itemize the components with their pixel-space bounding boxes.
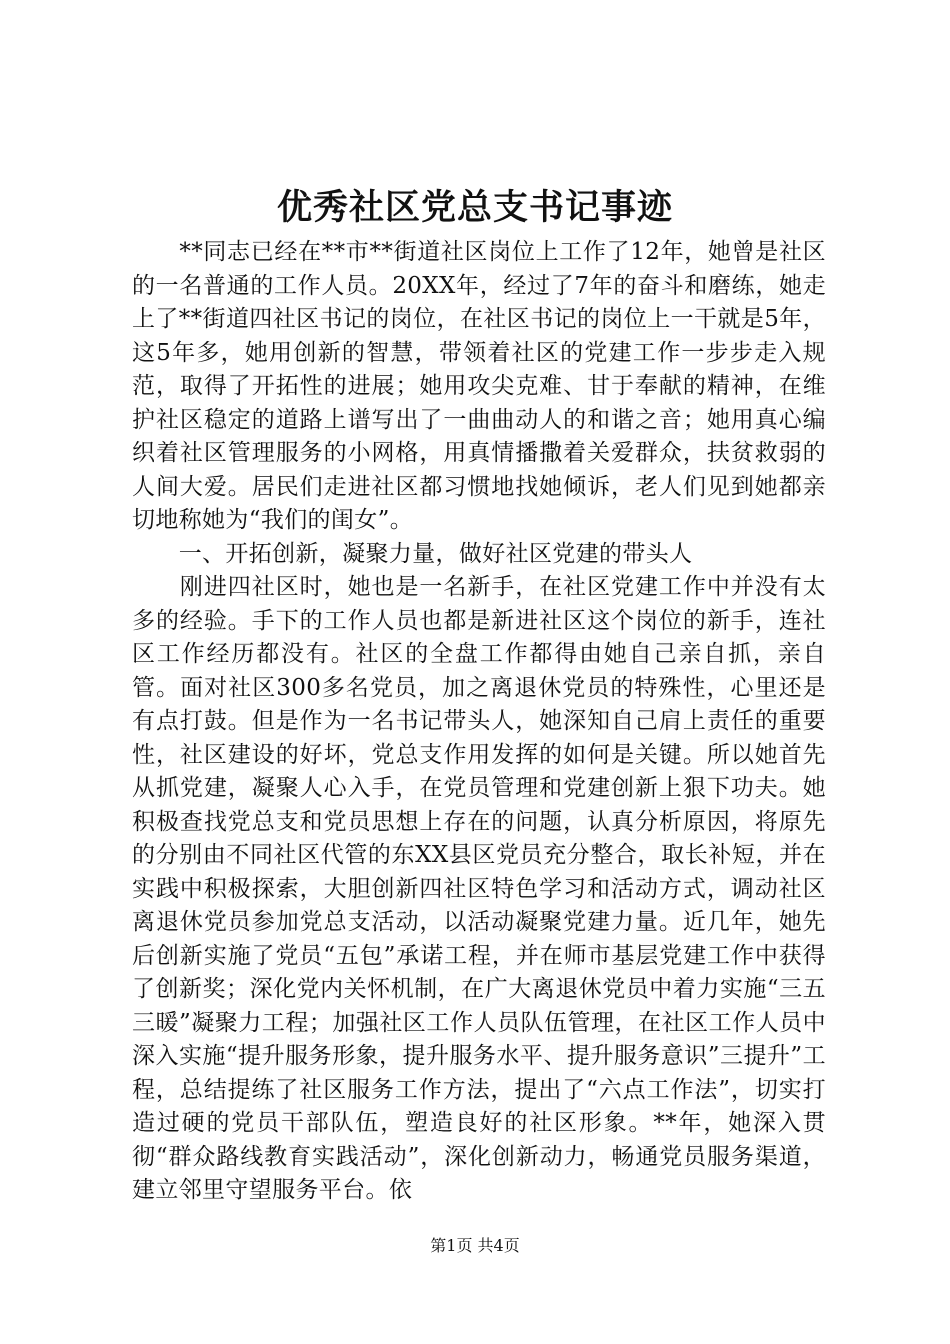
document-body <box>132 236 826 1208</box>
page-number-footer: 第1页 共4页 <box>430 1236 520 1255</box>
paragraph-intro: **同志已经在**市**街道社区岗位上工作了12年，她曾是社区的一名普通的工作人员。20XX年，经过了7年的奋斗和磨练，她走上了**街道四社区书记的岗位，在社区书记的岗位上一干就是5年，这5年多，她用创新的智慧，带领着社区的党建工作一步步走入规范，取得了开拓性的进展；她用攻尖克难、甘于奉献的精神，在维护社区稳定的道路上谱写出了一曲曲动人的和谐之音；她用真心编织着社区管理服务的小网格，用真情播撒着关爱群众，扶贫救弱的人间大爱。居民们走进社区都习惯地找她倾诉，老人们见到她都亲切地称她为“我们的闺女”。 <box>132 239 826 533</box>
section-heading-1: 一、开拓创新，凝聚力量，做好社区党建的带头人 <box>132 540 693 567</box>
document-title: 优秀社区党总支书记事迹 <box>276 187 673 228</box>
paragraph-section-1: 刚进四社区时，她也是一名新手，在社区党建工作中并没有太多的经验。手下的工作人员也都是新进社区这个岗位的新手，连社区工作经历都没有。社区的全盘工作都得由她自己亲自抓，亲自管。面对社区300多名党员，加之离退休党员的特殊性，心里还是有点打鼓。但是作为一名书记带头人，她深知自己肩上责任的重要性，社区建设的好坏，党总支作用发挥的如何是关键。所以她首先从抓党建，凝聚人心入手，在党员管理和党建创新上狠下功夫。她积极查找党总支和党员思想上存在的问题，认真分析原因，将原先的分别由不同社区代管的东XX县区党员充分整合，取长补短，并在实践中积极探索，大胆创新四社区特色学习和活动方式，调动社区离退休党员参加党总支活动，以活动凝聚党建力量。近几年，她先后创新实施了党员“五包”承诺工程，并在师市基层党建工作中获得了创新奖；深化党内关怀机制，在广大离退休党员中着力实施“三五三暖”凝聚力工程；加强社区工作人员队伍管理，在社区工作人员中深入实施“提升服务形象，提升服务水平、提升服务意识”三提升”工程，总结提练了社区服务工作方法，提出了“六点工作法”，切实打造过硬的党员干部队伍，塑造良好的社区形象。**年，她深入贯彻“群众路线教育实践活动”，深化创新动力，畅通党员服务渠道，建立邻里守望服务平台。依 <box>132 574 826 1203</box>
